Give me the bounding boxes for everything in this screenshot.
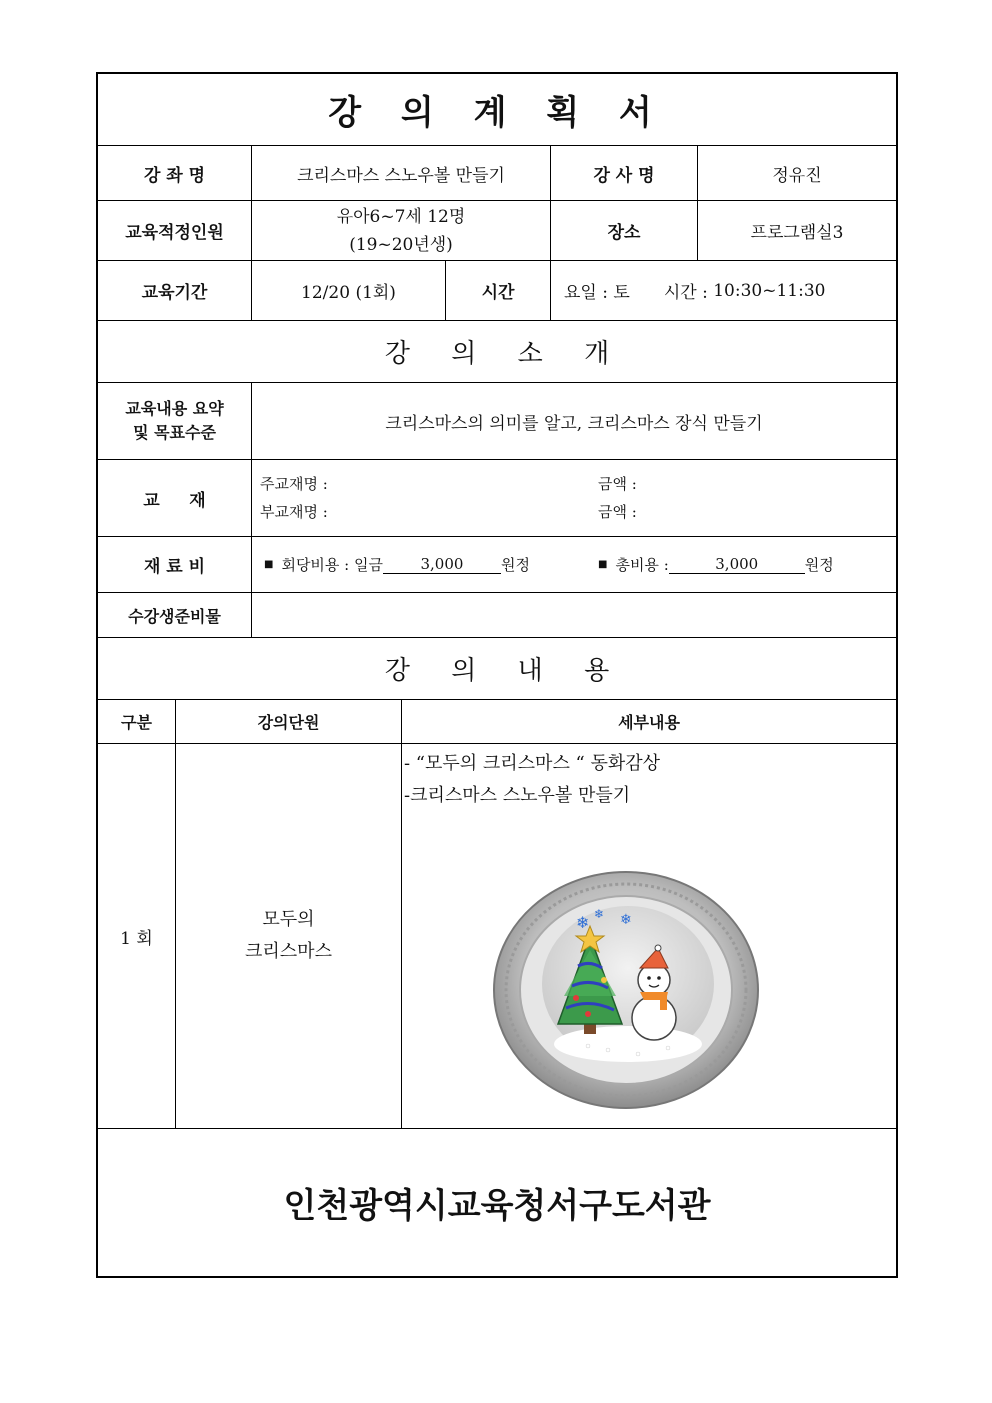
svg-text:❄: ❄ — [594, 907, 605, 921]
summary-value: 크리스마스의 의미를 알고, 크리스마스 장식 만들기 — [385, 413, 763, 434]
per-session-label: 회당비용 : 일금 — [281, 556, 383, 574]
document-title: 강 의 계 획 서 — [328, 93, 666, 133]
time-value-label: 시간 : — [663, 283, 714, 303]
textbook-label: 교 재 — [143, 490, 206, 511]
time-value: 10:30~11:30 — [713, 280, 826, 301]
total-amount: 3,000 — [669, 555, 805, 574]
per-session-cost — [264, 537, 594, 592]
bullet-square-icon: ■ — [264, 559, 274, 570]
instructor-value: 정유진 — [772, 165, 822, 186]
unit-line-2: 크리스마스 — [245, 941, 332, 962]
day-label: 요일 : — [564, 283, 614, 303]
won-label-2: 원정 — [804, 556, 834, 574]
main-price-label: 금액 : — [598, 475, 637, 493]
svg-text:❄: ❄ — [576, 913, 590, 932]
detail-line-2: -크리스마스 스노우볼 만들기 — [404, 785, 631, 806]
lecture-plan-form — [96, 72, 898, 1278]
detail-line-1: - “모두의 크리스마스 “ 동화감상 — [404, 753, 661, 774]
svg-text:❄: ❄ — [620, 912, 632, 928]
unit-name — [176, 744, 401, 1128]
library-name: 인천광역시교육청서구도서관 — [283, 1186, 711, 1226]
capacity-value — [252, 201, 550, 260]
period-label: 교육기간 — [141, 283, 208, 303]
day-value: 토 — [613, 283, 630, 303]
header-unit: 강의단원 — [257, 713, 320, 732]
place-label: 장소 — [607, 223, 641, 243]
course-label: 강 좌 명 — [143, 165, 206, 186]
total-cost — [598, 537, 894, 592]
capacity-line-1: 유아6~7세 12명 — [336, 206, 466, 227]
capacity-label: 교육적정인원 — [125, 223, 224, 243]
per-session-amount: 3,000 — [383, 555, 501, 574]
summary-label — [98, 383, 251, 459]
total-label: 총비용 : — [615, 556, 669, 574]
header-category: 구분 — [121, 713, 152, 732]
course-value: 크리스마스 스노우볼 만들기 — [297, 165, 505, 186]
won-label-1: 원정 — [500, 556, 530, 574]
prep-value — [252, 593, 896, 637]
sub-textbook-label: 부교재명 : — [260, 503, 328, 521]
content-section-title: 강 의 내 용 — [384, 656, 610, 686]
capacity-line-2: (19~20년생) — [349, 234, 453, 255]
main-textbook-label: 주교재명 : — [260, 475, 328, 493]
prep-label: 수강생준비물 — [128, 606, 221, 626]
time-label: 시간 — [481, 283, 515, 303]
detail-text — [404, 748, 894, 812]
session-number: 1 회 — [120, 928, 153, 949]
place-value: 프로그램실3 — [750, 223, 844, 243]
schedule-value — [564, 261, 894, 320]
textbook-prices — [598, 460, 888, 536]
textbook-names — [260, 460, 580, 536]
snowball-craft-photo — [488, 868, 768, 1114]
instructor-label: 강 사 명 — [593, 165, 655, 186]
header-detail: 세부내용 — [618, 713, 680, 732]
sub-price-label: 금액 : — [598, 503, 637, 521]
unit-line-1: 모두의 — [262, 909, 315, 930]
period-value: 12/20 (1회) — [301, 283, 396, 303]
summary-label-line-2: 및 목표수준 — [133, 423, 216, 442]
summary-label-line-1: 교육내용 요약 — [125, 399, 224, 418]
material-label: 재 료 비 — [143, 557, 206, 577]
intro-section-title: 강 의 소 개 — [384, 339, 610, 369]
bullet-square-icon: ■ — [598, 559, 608, 570]
